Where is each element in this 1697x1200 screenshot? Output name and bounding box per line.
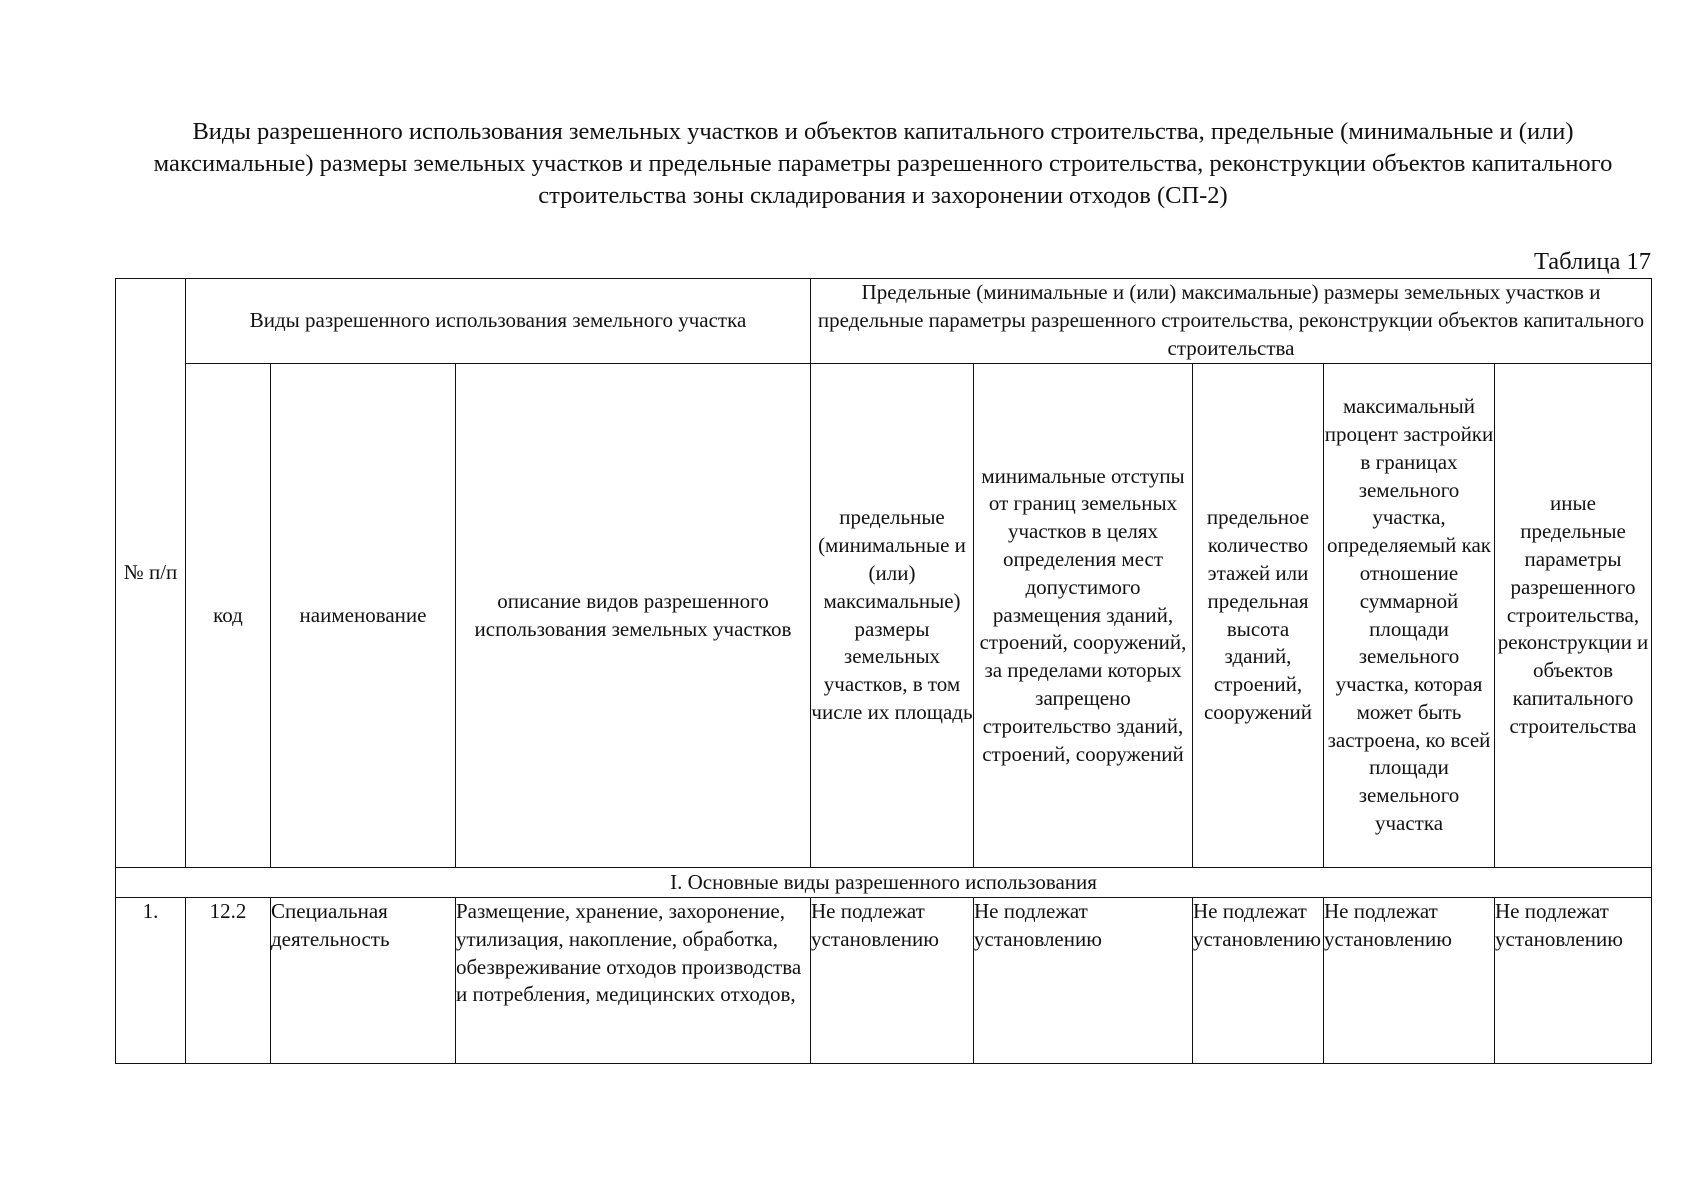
header-description: описание видов разрешенного использования земельных участков: [456, 364, 811, 868]
cell-coverage: Не подлежат установлению: [1324, 898, 1495, 1064]
header-row-group: [116, 279, 1652, 364]
cell-floors: Не подлежат установлению: [1193, 898, 1324, 1064]
header-coverage: максимальный процент застройки в границах земельного участка, определяемый как отношение суммарной площади земельного участка, которая может быть застроена, ко всей площади земельного участка: [1324, 364, 1495, 868]
header-floors: предельное количество этажей или предельная высота зданий, строений, сооружений: [1193, 364, 1324, 868]
header-size: предельные (минимальные и (или) максимальные) размеры земельных участков, в том числе их площадь: [811, 364, 974, 868]
header-row-columns: [116, 364, 1652, 868]
cell-description: Размещение, хранение, захоронение, утилизация, накопление, обработка, обезвреживание отходов производства и потребления, медицинских отходов,: [456, 898, 811, 1064]
header-num: № п/п: [116, 279, 186, 868]
page-title: Виды разрешенного использования земельных участков и объектов капитального строительства, предельные (минимальные и (или) максимальные) размеры земельных участков и предельные параметры разрешенного строительства, реконструкции объектов капитального строительства зоны складирования и захоронении отходов (СП-2): [153, 118, 1613, 209]
cell-code: 12.2: [186, 898, 271, 1064]
section-main-uses: I. Основные виды разрешенного использования: [116, 868, 1652, 898]
cell-size: Не подлежат установлению: [811, 898, 974, 1064]
header-code: код: [186, 364, 271, 868]
cell-name: Специальная деятельность: [271, 898, 456, 1064]
header-name: наименование: [271, 364, 456, 868]
cell-num: 1.: [116, 898, 186, 1064]
header-setbacks: минимальные отступы от границ земельных участков в целях определения мест допустимого размещения зданий, строений, сооружений, за пределами которых запрещено строительство зданий, строений, сооружений: [974, 364, 1193, 868]
header-other: иные предельные параметры разрешенного строительства, реконструкции и объектов капитального строительства: [1495, 364, 1652, 868]
table-row: [116, 898, 1652, 1064]
land-use-table: [115, 278, 1652, 1064]
cell-setbacks: Не подлежат установлению: [974, 898, 1193, 1064]
header-group-params: Предельные (минимальные и (или) максимальные) размеры земельных участков и предельные параметры разрешенного строительства, реконструкции объектов капитального строительства: [811, 279, 1652, 364]
table-caption: Таблица 17: [1533, 248, 1651, 275]
cell-other: Не подлежат установлению: [1495, 898, 1652, 1064]
section-row: [116, 868, 1652, 898]
header-group-use: Виды разрешенного использования земельного участка: [186, 279, 811, 364]
